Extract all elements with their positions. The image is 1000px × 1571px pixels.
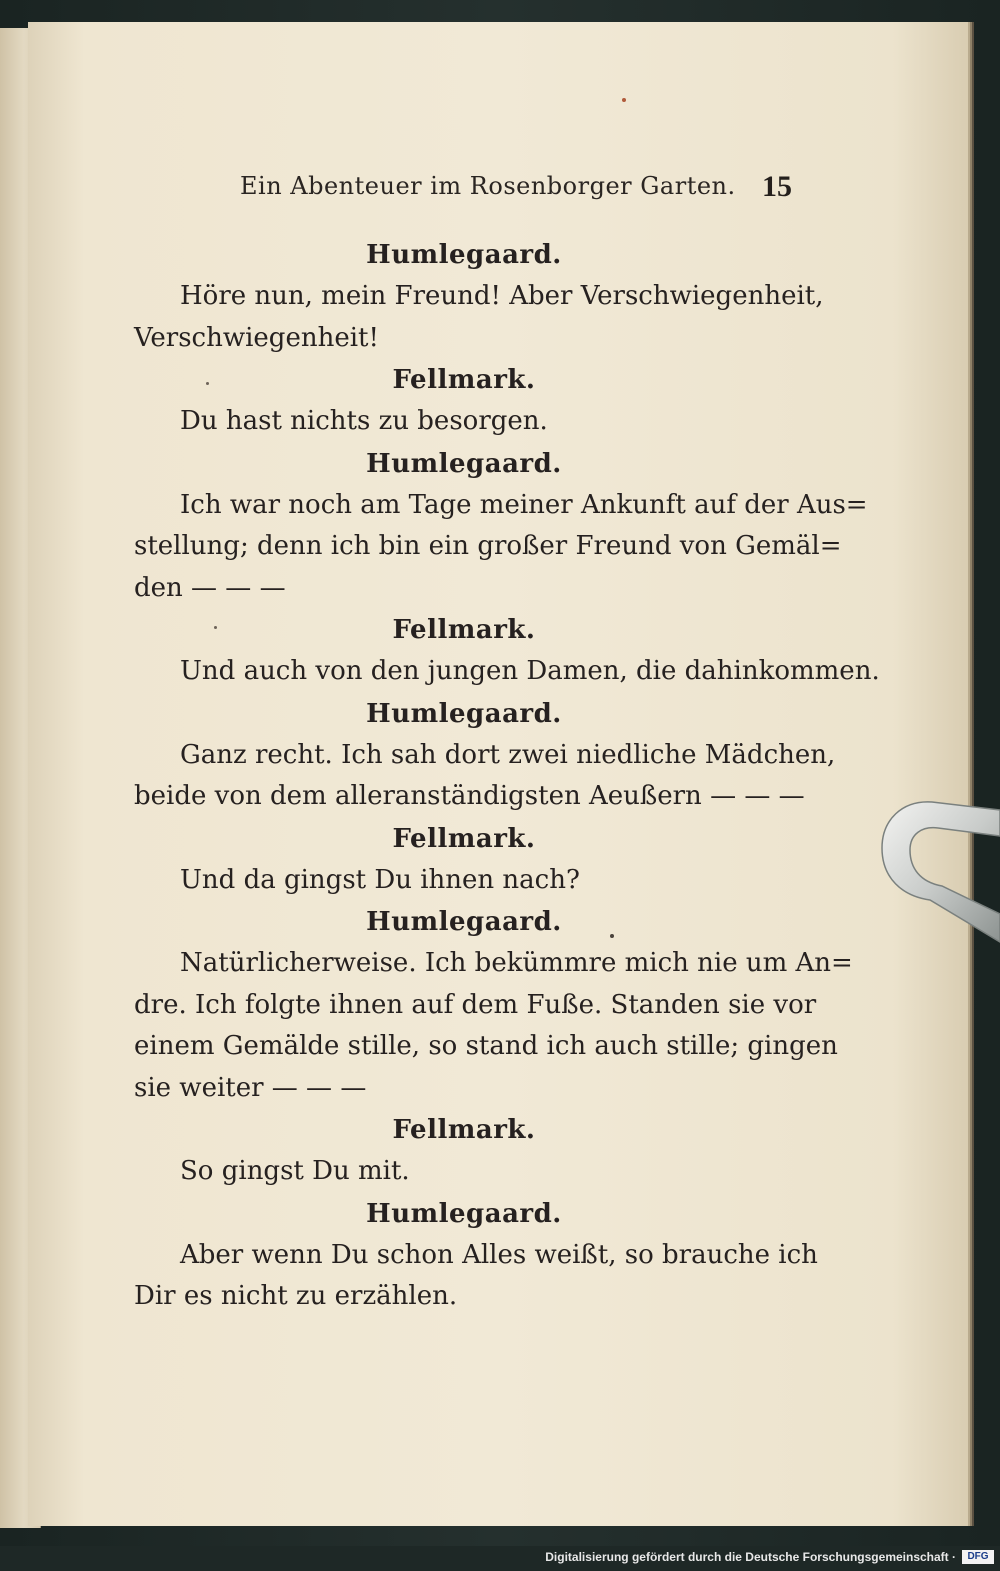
speaker-name: Humlegaard. xyxy=(366,240,562,270)
speaker-name: Humlegaard. xyxy=(366,1198,562,1229)
text-line: Höre nun, mein Freund! Aber Verschwiegenheit, xyxy=(180,281,824,311)
text-line: beide von dem alleranständigsten Aeußern — — — xyxy=(134,781,805,811)
paper-speck xyxy=(622,98,626,102)
text-line: Aber wenn Du schon Alles weißt, so brauche ich xyxy=(180,1239,818,1270)
text-line: Verschwiegenheit! xyxy=(134,322,379,353)
text-line: Und auch von den jungen Damen, die dahinkommen. xyxy=(180,656,880,686)
text-line: Ganz recht. Ich sah dort zwei niedliche Mädchen, xyxy=(180,739,836,770)
text-line: sie weiter — — — xyxy=(134,1072,367,1103)
speaker-name: Humlegaard. xyxy=(366,448,562,479)
page-body xyxy=(134,234,880,1318)
speaker-name: Fellmark. xyxy=(392,615,536,645)
speaker-name: Humlegaard. xyxy=(366,698,562,729)
text-line: Dir es nicht zu erzählen. xyxy=(134,1281,458,1311)
text-line: Du hast nichts zu besorgen. xyxy=(180,406,548,436)
text-line: dre. Ich folgte ihnen auf dem Fuße. Standen sie vor xyxy=(134,989,817,1020)
speaker-name: Humlegaard. xyxy=(366,907,562,937)
text-line: stellung; denn ich bin ein großer Freund von Gemäl= xyxy=(134,531,842,561)
speaker-name: Fellmark. xyxy=(392,823,536,854)
text-line: Natürlicherweise. Ich bekümmre mich nie um An= xyxy=(180,948,853,978)
running-title: Ein Abenteuer im Rosenborger Garten. xyxy=(240,172,736,200)
text-line: So gingst Du mit. xyxy=(180,1156,410,1186)
dfg-logo: DFG xyxy=(962,1550,994,1564)
text-line: Und da gingst Du ihnen nach? xyxy=(180,864,580,895)
speaker-name: Fellmark. xyxy=(392,1115,536,1145)
digitization-note: Digitalisierung gefördert durch die Deutsche Forschungsgemeinschaft · xyxy=(545,1550,956,1564)
text-line: Ich war noch am Tage meiner Ankunft auf der Aus= xyxy=(180,489,868,520)
page-number: 15 xyxy=(762,170,792,203)
text-line: einem Gemälde stille, so stand ich auch stille; gingen xyxy=(134,1031,838,1061)
text-line: den — — — xyxy=(134,572,286,603)
speaker-name: Fellmark. xyxy=(392,365,536,395)
running-head xyxy=(130,170,794,210)
paper-clip xyxy=(880,796,1000,946)
